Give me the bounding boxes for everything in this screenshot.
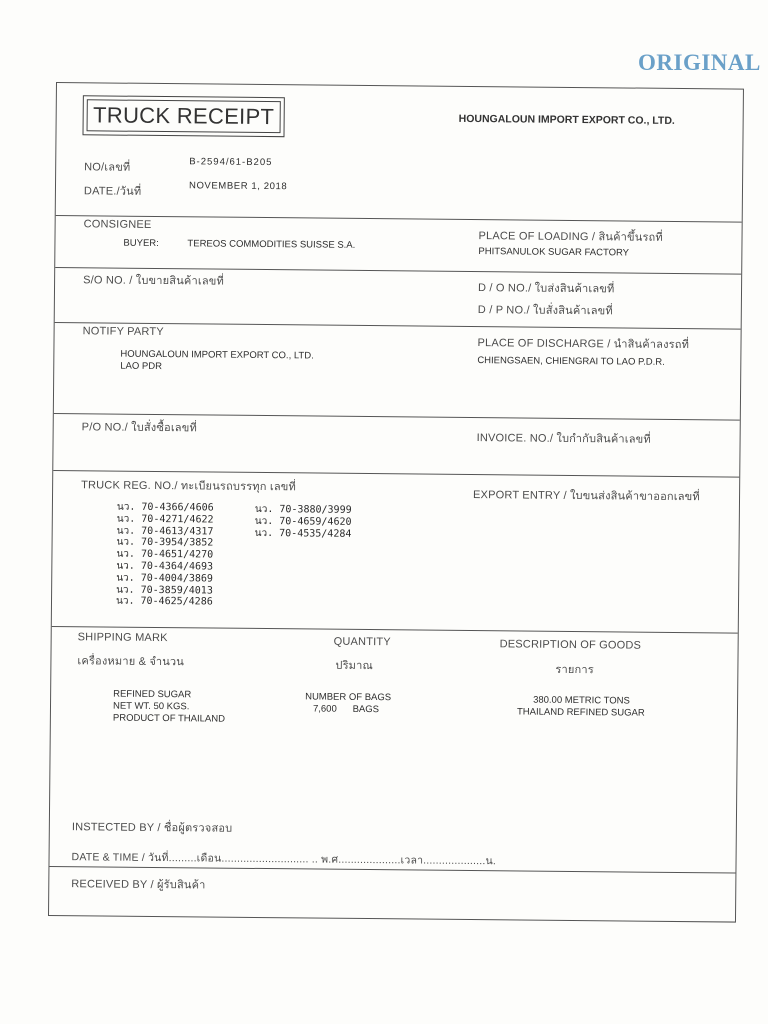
header-section bbox=[56, 83, 743, 223]
shipping-mark-label-th: เครื่องหมาย & จำนวน bbox=[77, 655, 185, 669]
description-line2: THAILAND REFINED SUGAR bbox=[516, 706, 645, 719]
date-label: DATE./วันที่ bbox=[83, 185, 142, 198]
so-label: S/O NO. / ใบขายสินค้าเลขที่ bbox=[83, 274, 225, 288]
truck-reg-item: นว. 70-4651/4270 bbox=[116, 548, 214, 561]
consignee-label: CONSIGNEE bbox=[83, 218, 152, 231]
receipt-form bbox=[48, 82, 744, 923]
do-label: D / O NO./ ใบส่งสินค้าเลขที่ bbox=[477, 282, 615, 296]
buyer-label: BUYER: bbox=[123, 237, 159, 249]
mark-line: PRODUCT OF THAILAND bbox=[112, 712, 226, 725]
title-box bbox=[82, 95, 284, 137]
dp-label: D / P NO./ ใบสั่งสินค้าเลขที่ bbox=[477, 304, 613, 318]
truck-reg-item: นว. 70-4613/4317 bbox=[116, 525, 214, 538]
mark-line: NET WT. 50 KGS. bbox=[112, 700, 190, 713]
consignee-section bbox=[55, 216, 741, 275]
loading-label: PLACE OF LOADING / สินค้าขึ้นรถที่ bbox=[478, 230, 663, 244]
mark-line: REFINED SUGAR bbox=[113, 688, 192, 701]
notify-line1: HOUNGALOUN IMPORT EXPORT CO., LTD. bbox=[120, 348, 314, 362]
loading-value: PHITSANULOK SUGAR FACTORY bbox=[478, 246, 630, 259]
quantity-line2: 7,600 BAGS bbox=[312, 703, 380, 716]
truck-list-col2 bbox=[255, 504, 352, 540]
truck-reg-item: นว. 70-3954/3852 bbox=[116, 536, 214, 549]
buyer-value: TEREOS COMMODITIES SUISSE S.A. bbox=[187, 238, 356, 251]
discharge-value: CHIENGSAEN, CHIENGRAI TO LAO P.D.R. bbox=[477, 355, 665, 368]
truck-reg-label: TRUCK REG. NO./ ทะเบียนรถบรรทุก เลขที่ bbox=[81, 479, 297, 494]
goods-section bbox=[49, 627, 737, 872]
truck-reg-item: นว. 70-4366/4606 bbox=[116, 501, 214, 514]
truck-reg-item: นว. 70-4535/4284 bbox=[254, 527, 352, 540]
quantity-label-th: ปริมาณ bbox=[335, 659, 373, 673]
no-value: B-2594/61-B205 bbox=[189, 156, 273, 169]
truck-reg-item: นว. 70-4659/4620 bbox=[254, 515, 352, 528]
date-value: NOVEMBER 1, 2018 bbox=[188, 180, 288, 193]
description-label: DESCRIPTION OF GOODS bbox=[499, 638, 642, 652]
truck-reg-item: นว. 70-3859/4013 bbox=[116, 584, 213, 597]
truck-section bbox=[52, 471, 739, 634]
quantity-label: QUANTITY bbox=[333, 635, 391, 649]
export-entry-label: EXPORT ENTRY / ใบขนส่งสินค้าขาออกเลขที่ bbox=[472, 489, 700, 504]
invoice-label: INVOICE. NO./ ใบกำกับสินค้าเลขที่ bbox=[476, 432, 651, 446]
date-time-label: DATE & TIME / วันที่.........เดือน............................ .. พ.ศ....................เวลา....................น. bbox=[71, 851, 497, 868]
discharge-label: PLACE OF DISCHARGE / นำสินค้าลงรถที่ bbox=[477, 337, 690, 352]
notify-line2: LAO PDR bbox=[120, 360, 163, 373]
truck-reg-item: นว. 70-4364/4693 bbox=[116, 560, 214, 573]
inspected-by-label: INSTECTED BY / ชื่อผู้ตรวจสอบ bbox=[71, 821, 233, 835]
truck-list-col1 bbox=[116, 502, 214, 609]
truck-reg-item: นว. 70-4625/4286 bbox=[115, 595, 213, 608]
quantity-line1: NUMBER OF BAGS bbox=[305, 691, 392, 704]
po-label: P/O NO./ ใบสั่งซื้อเลขที่ bbox=[81, 421, 198, 435]
notify-section bbox=[54, 323, 741, 421]
so-section bbox=[55, 268, 741, 330]
truck-reg-item: นว. 70-4271/4622 bbox=[116, 513, 214, 526]
description-line1: 380.00 METRIC TONS bbox=[533, 694, 630, 707]
company-name: HOUNGALOUN IMPORT EXPORT CO., LTD. bbox=[458, 112, 675, 127]
received-by-label: RECEIVED BY / ผู้รับสินค้า bbox=[71, 878, 206, 892]
received-section bbox=[49, 866, 735, 922]
original-stamp: ORIGINAL bbox=[638, 50, 761, 75]
document-title: TRUCK RECEIPT bbox=[87, 99, 281, 133]
po-section bbox=[53, 414, 740, 478]
truck-reg-item: นว. 70-4004/3869 bbox=[116, 572, 214, 585]
no-label: NO/เลขที่ bbox=[84, 161, 131, 174]
shipping-mark-label: SHIPPING MARK bbox=[77, 631, 168, 645]
description-label-th: รายการ bbox=[555, 663, 594, 677]
truck-reg-item: นว. 70-3880/3999 bbox=[254, 503, 352, 516]
notify-label: NOTIFY PARTY bbox=[82, 325, 164, 339]
